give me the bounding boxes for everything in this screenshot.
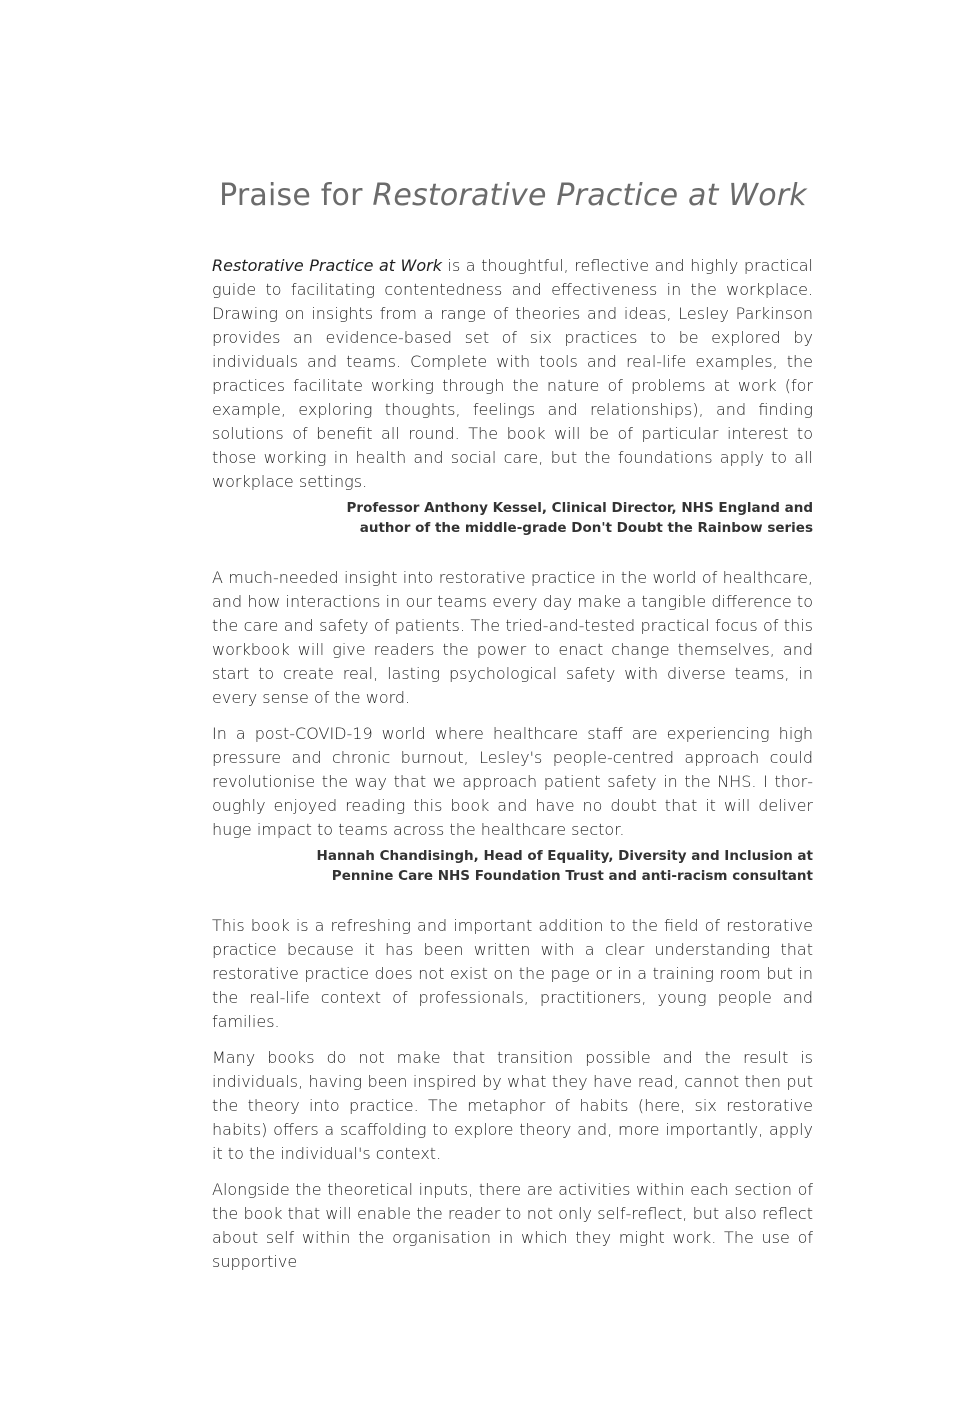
attribution-line: Professor Anthony Kessel, Clinical Director, NHS England and (346, 500, 813, 516)
endorsement-3 (212, 914, 813, 1274)
endorsement-1 (212, 254, 813, 538)
book-title-inline: Restorative Practice at Work (212, 256, 442, 275)
attribution (212, 498, 813, 538)
attribution-line: Hannah Chandisingh, Head of Equality, Diversity and Inclusion at (316, 848, 813, 864)
page-title (0, 176, 968, 216)
endorsement-paragraph: A much-needed insight into restorative practice in the world of healthcare, and how interactions in our teams every day make a tangible difference to the care and safety of patients. The tried-and-tested practical focus of this workbook will give readers the power to enact change themselves, and start to create real, lasting psychological safety with diverse teams, in every sense of the word. (212, 568, 813, 707)
page-title-prefix: Praise for (219, 178, 373, 213)
attribution-line: author of the middle-grade Don't Doubt the Rainbow series (359, 520, 813, 536)
page-title-book: Restorative Practice at Work (372, 178, 807, 213)
paragraph-text: is a thoughtful, reflective and highly practical guide to facilitating contentedness and effectiveness in the workplace. Drawing on insights from a range of theories and ideas, Lesley Parkinson provides an evidence-based set of six practices to be explored by individuals and teams. Complete with tools and real-life examples, the practices facilitate working through the nature of problems at work (for example, exploring thoughts, feelings and relationships), and finding solutions of benefit all round. The book will be of particular interest to those working in health and social care, but the foundations apply to all workplace settings. (212, 256, 814, 491)
endorsement-2 (212, 566, 813, 886)
attribution (212, 846, 813, 886)
endorsement-paragraph: This book is a refreshing and important addition to the field of restorative practice because it has been written with a clear understanding that restorative practice does not exist on the page or in a training room but in the real-life context of professionals, practitioners, young people and families. (212, 916, 813, 1031)
endorsement-paragraph (212, 254, 813, 494)
endorsement-paragraph: Alongside the theoretical inputs, there are activities within each section of the book that will enable the reader to not only self-reflect, but also reflect about self within the organisation in which they might work. The use of supportive (212, 1180, 813, 1271)
endorsements (212, 254, 813, 1274)
attribution-line: Pennine Care NHS Foundation Trust and anti-racism consultant (331, 868, 813, 884)
endorsement-paragraph: Many books do not make that transition possible and the result is individuals, having been inspired by what they have read, cannot then put the theory into practice. The metaphor of habits (here, six restorative habits) offers a scaffolding to explore theory and, more importantly, apply it to the individual's context. (212, 1048, 813, 1163)
endorsement-paragraph: In a post-COVID-19 world where healthcare staff are experiencing high pressure and chronic burnout, Lesley's people-centred approach could revolutionise the way that we approach patient safety in the NHS. I thoroughly enjoyed reading this book and have no doubt that it will deliver huge impact to teams across the healthcare sector. (212, 724, 813, 839)
